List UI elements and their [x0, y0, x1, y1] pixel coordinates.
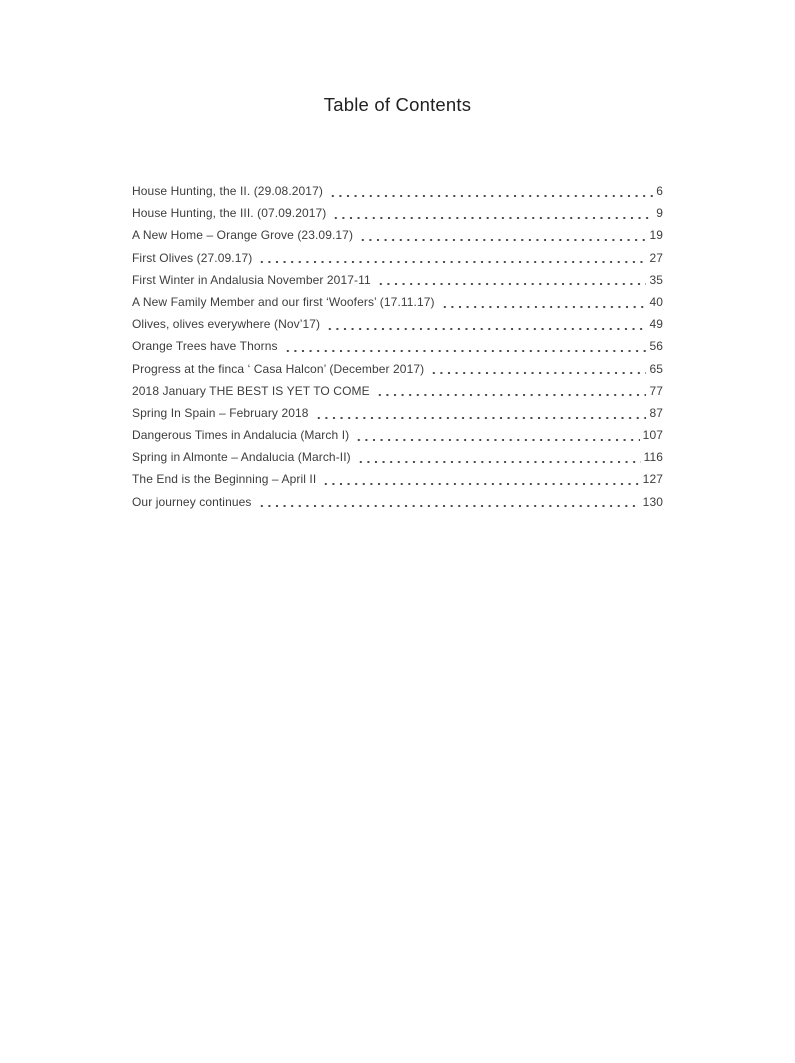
toc-entry-label: A New Family Member and our first ‘Woofers’ (17.11.17): [132, 294, 435, 309]
toc-entry-page-number: 56: [649, 339, 663, 354]
toc-entry[interactable]: [132, 380, 663, 402]
toc-entry-dot-leader: [257, 247, 646, 269]
page-title: Table of Contents: [323, 94, 472, 115]
toc-entry[interactable]: [132, 446, 663, 468]
toc-entry-label: Olives, olives everywhere (Nov’17): [132, 317, 321, 332]
toc-entry[interactable]: [132, 358, 663, 380]
toc-entry-page-number: 107: [642, 428, 663, 443]
toc-entry[interactable]: [132, 269, 663, 291]
toc-entry[interactable]: [132, 491, 663, 513]
toc-entry-page-number: 65: [649, 361, 663, 376]
toc-entry[interactable]: [132, 247, 663, 269]
toc-entry-dot-leader: [358, 224, 646, 246]
toc-list: [132, 180, 663, 513]
toc-entry-dot-leader: [257, 491, 640, 513]
toc-entry-dot-leader: [440, 291, 647, 313]
toc-entry[interactable]: [132, 291, 663, 313]
toc-entry-label: Orange Trees have Thorns: [132, 339, 278, 354]
toc-entry[interactable]: [132, 335, 663, 357]
toc-entry[interactable]: [132, 424, 663, 446]
toc-entry-page-number: 40: [649, 294, 663, 309]
toc-entry-dot-leader: [375, 380, 647, 402]
toc-entry[interactable]: [132, 402, 663, 424]
toc-entry-dot-leader: [429, 358, 646, 380]
toc-entry-label: First Winter in Andalusia November 2017-11: [132, 272, 371, 287]
toc-entry-page-number: 6: [656, 184, 663, 198]
document-page: [0, 92, 795, 1063]
toc-entry-label: House Hunting, the III. (07.09.2017): [132, 206, 327, 221]
toc-entry-label: Our journey continues: [132, 494, 252, 509]
toc-entry-page-number: 127: [642, 472, 663, 487]
toc-entry-label: House Hunting, the II. (29.08.2017): [132, 184, 323, 198]
toc-entry-dot-leader: [283, 335, 647, 357]
toc-entry-dot-leader: [321, 468, 639, 490]
toc-entry-label: Dangerous Times in Andalucia (March I): [132, 428, 350, 443]
toc-entry-page-number: 19: [649, 228, 663, 243]
toc-entry[interactable]: [132, 202, 663, 224]
toc-entry-page-number: 9: [656, 206, 663, 221]
toc-entry-label: Progress at the finca ‘ Casa Halcon’ (December 2017): [132, 361, 425, 376]
toc-entry-dot-leader: [354, 424, 639, 446]
toc-entry-label: Spring In Spain – February 2018: [132, 405, 309, 420]
toc-entry-dot-leader: [331, 202, 653, 224]
toc-entry-dot-leader: [328, 180, 653, 202]
toc-entry-dot-leader: [314, 402, 647, 424]
toc-entry-page-number: 27: [649, 250, 663, 265]
toc-entry-label: The End is the Beginning – April II: [132, 472, 317, 487]
toc-entry-page-number: 49: [649, 317, 663, 332]
toc-entry-label: Spring in Almonte – Andalucia (March-II): [132, 450, 351, 465]
toc-entry[interactable]: [132, 224, 663, 246]
toc-entry[interactable]: [132, 313, 663, 335]
toc-entry-page-number: 130: [642, 494, 663, 509]
toc-entry-page-number: 87: [649, 405, 663, 420]
toc-entry-page-number: 77: [649, 383, 663, 398]
toc-entry-label: A New Home – Orange Grove (23.09.17): [132, 228, 354, 243]
toc-entry-label: First Olives (27.09.17): [132, 250, 253, 265]
toc-entry[interactable]: [132, 468, 663, 490]
toc-entry-label: 2018 January THE BEST IS YET TO COME: [132, 383, 370, 398]
toc-entry-page-number: 116: [643, 450, 663, 465]
toc-entry-page-number: 35: [649, 272, 663, 287]
toc-entry-dot-leader: [376, 269, 647, 291]
toc-entry[interactable]: [132, 180, 663, 202]
toc-entry-dot-leader: [325, 313, 646, 335]
toc-entry-dot-leader: [356, 446, 641, 468]
